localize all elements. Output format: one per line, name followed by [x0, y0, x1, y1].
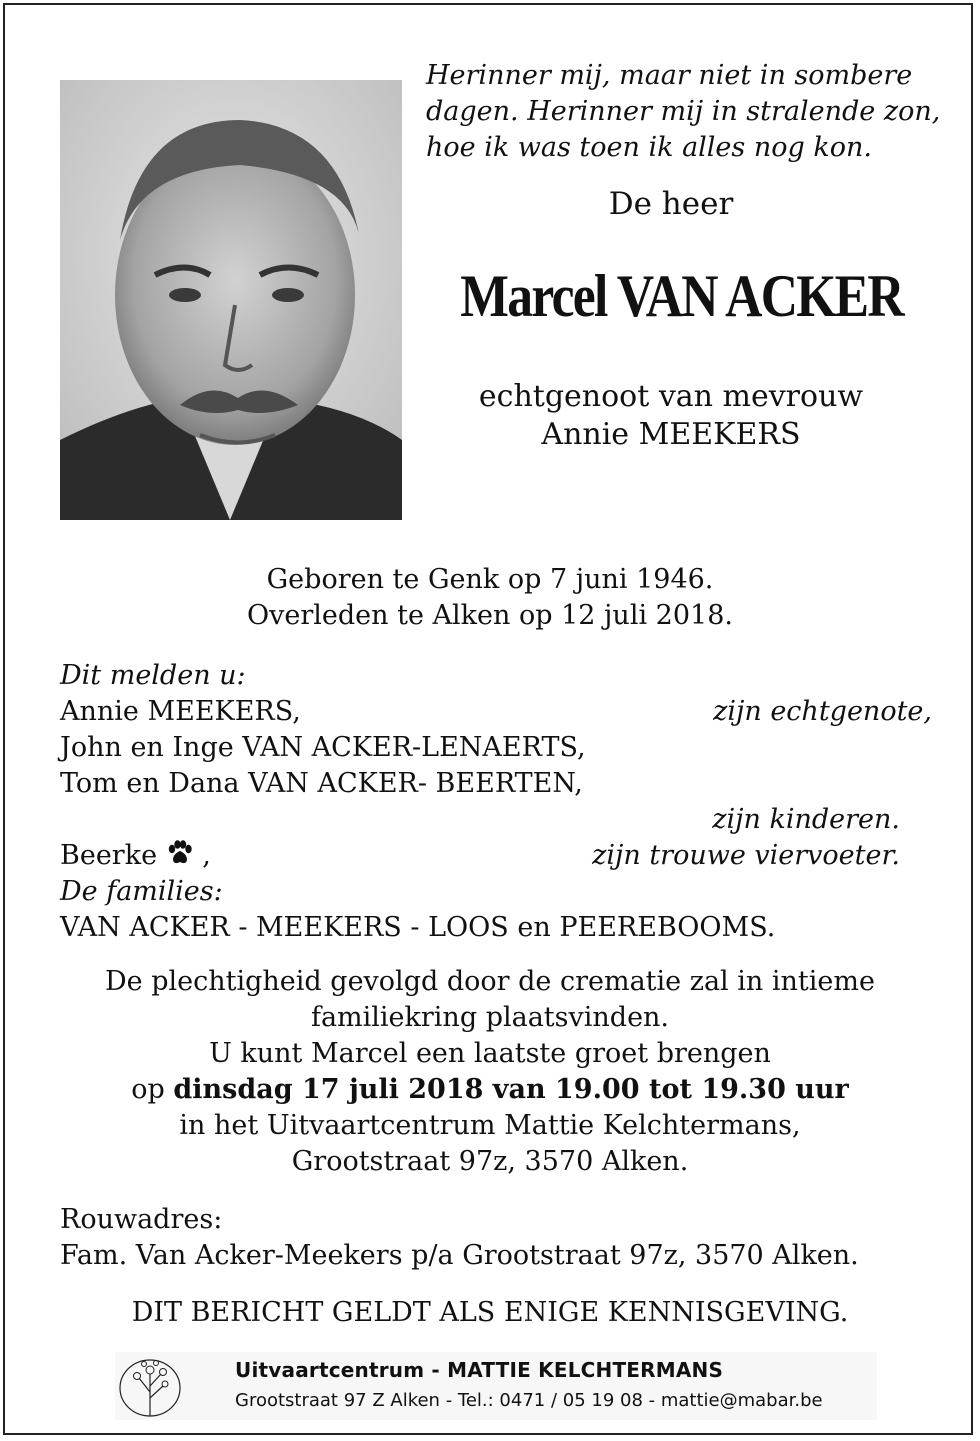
spouse-line: echtgenoot van mevrouw: [478, 379, 864, 414]
portrait-photo: [60, 80, 402, 520]
life-dates: [0, 562, 980, 634]
spouse-info: [426, 378, 916, 454]
honorific: De heer: [608, 186, 734, 222]
poem-line: dagen. Herinner mij in stralende zon,: [426, 96, 941, 127]
portrait-image: [60, 80, 402, 520]
death-line: Overleden te Alken op 12 juli 2018.: [247, 600, 733, 631]
pet-comma: ,: [202, 840, 211, 871]
birth-line: Geboren te Genk op 7 juni 1946.: [266, 564, 714, 595]
pet-entry: [60, 838, 211, 874]
ceremony-line: U kunt Marcel een laatste groet brengen: [209, 1038, 771, 1069]
notice-line: DIT BERICHT GELDT ALS ENIGE KENNISGEVING.: [131, 1297, 849, 1328]
funeral-home-contact: Grootstraat 97 Z Alken - Tel.: 0471 / 05 19 08 - mattie@mabar.be: [235, 1390, 823, 1411]
ceremony-line: De plechtigheid gevolgd door de crematie zal in intieme: [105, 966, 875, 997]
paw-icon: [166, 840, 194, 866]
pet-role: zijn trouwe viervoeter.: [592, 840, 900, 871]
deceased-name: Marcel VAN ACKER: [460, 263, 903, 329]
child-entry: John en Inge VAN ACKER-LENAERTS,: [60, 732, 586, 763]
spouse-role: zijn echtgenote,: [713, 696, 932, 727]
pet-name: Beerke: [60, 840, 158, 871]
announce-heading: Dit melden u:: [60, 660, 246, 691]
ceremony-info: [0, 964, 980, 1180]
poem: [426, 58, 946, 166]
flower-logo-icon: [115, 1352, 225, 1420]
poem-line: hoe ik was toen ik alles nog kon.: [426, 132, 872, 163]
spouse-entry: Annie MEEKERS,: [60, 696, 301, 727]
funeral-home-footer: [115, 1352, 877, 1420]
child-entry: Tom en Dana VAN ACKER- BEERTEN,: [60, 768, 583, 799]
ceremony-date-line: [0, 1072, 980, 1108]
address-line: Fam. Van Acker-Meekers p/a Grootstraat 97z, 3570 Alken.: [60, 1240, 859, 1271]
spouse-name: Annie MEEKERS: [541, 417, 801, 452]
ceremony-line: familiekring plaatsvinden.: [310, 1002, 670, 1033]
children-role: zijn kinderen.: [712, 804, 900, 835]
mourning-address: [60, 1202, 920, 1274]
funeral-home-name: Uitvaartcentrum - MATTIE KELCHTERMANS: [235, 1358, 724, 1382]
ceremony-line: Grootstraat 97z, 3570 Alken.: [291, 1146, 689, 1177]
families-heading: De families:: [60, 876, 223, 907]
ceremony-date: dinsdag 17 juli 2018 van 19.00 tot 19.30 uur: [173, 1074, 849, 1105]
ceremony-date-prefix: op: [131, 1074, 174, 1105]
announce-row: [60, 694, 932, 730]
ceremony-line: in het Uitvaartcentrum Mattie Kelchtermans,: [179, 1110, 801, 1141]
poem-line: Herinner mij, maar niet in sombere: [426, 60, 913, 91]
pet-row: [60, 838, 920, 874]
families-list: VAN ACKER - MEEKERS - LOOS en PEEREBOOMS.: [60, 912, 776, 943]
address-heading: Rouwadres:: [60, 1204, 223, 1235]
announcement-list: [60, 658, 932, 946]
